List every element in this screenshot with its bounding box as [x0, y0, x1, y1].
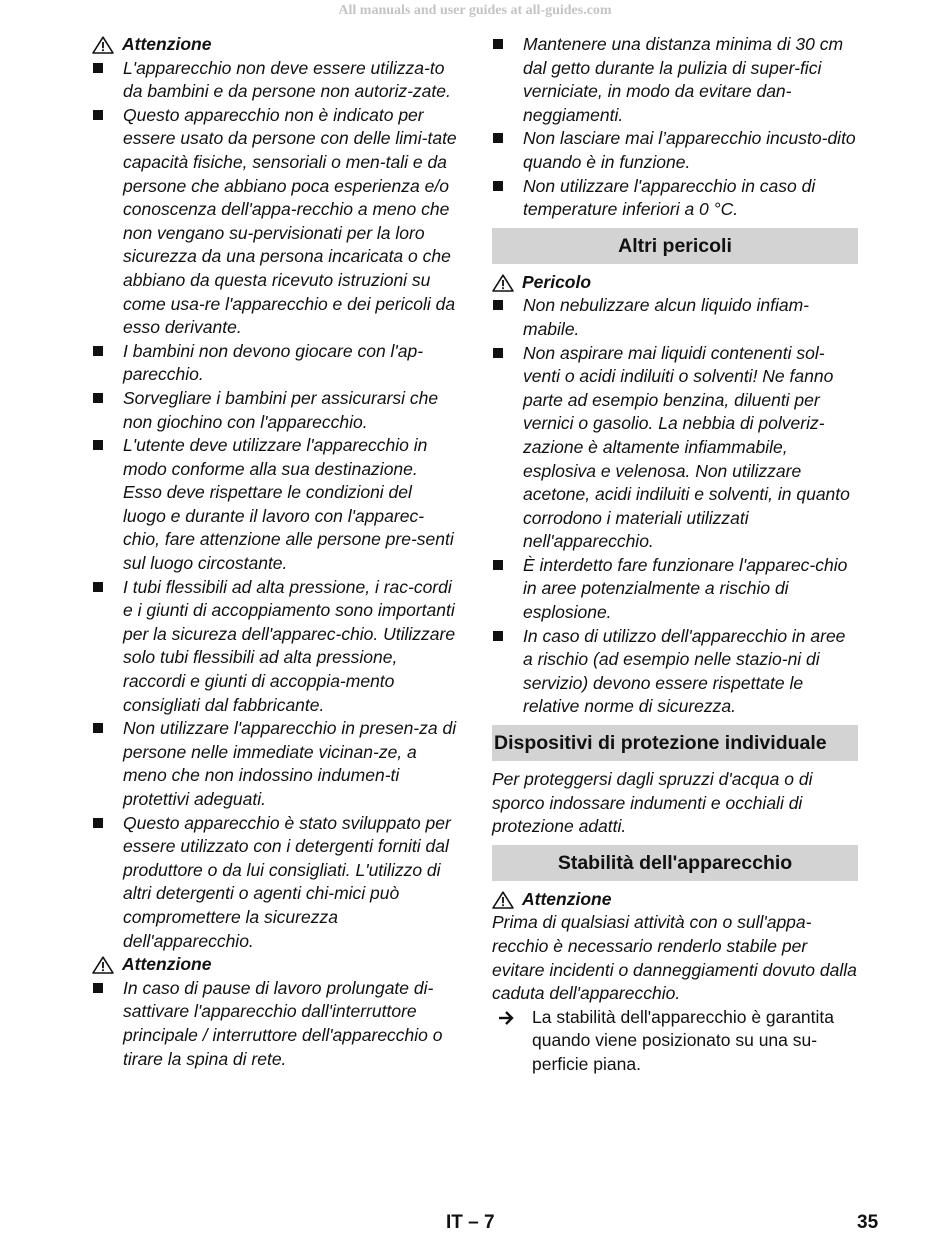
list-item [92, 576, 458, 718]
square-bullet-icon [93, 723, 103, 733]
warning-block-3 [492, 888, 858, 912]
warning-triangle-icon [492, 891, 514, 909]
warning-triangle-icon [92, 956, 114, 974]
list-item [92, 387, 458, 434]
warning-label: Attenzione [122, 34, 212, 54]
list-item [492, 625, 858, 719]
square-bullet-icon [93, 983, 103, 993]
watermark: All manuals and user guides at all-guides.com [338, 3, 612, 18]
list-item-text: Mantenere una distanza minima di 30 cm dal getto durante la pulizia di super-fici verniciate, in modo da evitare dan-neggiamenti. [523, 34, 844, 125]
list-item-text: Questo apparecchio è stato sviluppato per essere utilizzato con i detergenti forniti dal produttore o da lui consigliati. L'utilizzo di altri detergenti o agenti chi-mici può compromettere la sicurezza dell'apparecchio. [123, 812, 451, 951]
left-column [92, 33, 458, 1071]
square-bullet-icon [493, 560, 503, 570]
danger-label: Pericolo [522, 271, 592, 292]
warning-label: Attenzione [122, 954, 212, 975]
list-item-text: Questo apparecchio non è indicato per essere usato da persone con delle limi-tate capacità fisiche, sensoriali o men-tali e da persone che abbiano poca esperienza e/o conoscenza dell'appa-recchio a meno che non vengano su-pervisionati per la loro sicurezza da una persona incaricata o che abbiano da questa ricevuto istruzioni su come usa-re l'apparecchio e dei pericoli da esso derivante. [123, 104, 457, 338]
protection-paragraph: Per proteggersi dagli spruzzi d'acqua o di sporco indossare indumenti e occhiali di protezione adatti. [492, 769, 813, 837]
bullet-list-2 [92, 977, 458, 1071]
section-code: IT – 7 [446, 1212, 495, 1233]
list-item [92, 104, 458, 340]
result-item [492, 1006, 858, 1077]
bullet-list-4 [492, 294, 858, 719]
square-bullet-icon [93, 818, 103, 828]
square-bullet-icon [93, 63, 103, 73]
list-item-text: È interdetto fare funzionare l'apparec-chio in aree potenzialmente a rischio di esplosione. [523, 554, 848, 623]
square-bullet-icon [93, 582, 103, 592]
section-heading-dispositivi: Dispositivi di protezione individuale [492, 725, 858, 761]
list-item-text: Non utilizzare l'apparecchio in caso di temperature inferiori a 0 °C. [523, 175, 816, 220]
list-item [92, 340, 458, 387]
warning-triangle-icon [492, 274, 514, 292]
square-bullet-icon [493, 631, 503, 641]
square-bullet-icon [493, 133, 503, 143]
list-item-text: Non utilizzare l'apparecchio in presen-za di persone nelle immediate vicinan-ze, a meno che non indossino indumen-ti protettivi adeguati. [123, 718, 457, 809]
list-item-text: Non lasciare mai l’apparecchio incusto-dito quando è in funzione. [523, 128, 856, 172]
list-item [92, 57, 458, 104]
warning-triangle-icon [92, 36, 114, 54]
list-item-text: Non aspirare mai liquidi contenenti sol-venti o acidi indiluiti o solventi! Ne fanno parte ad esempio benzina, diluenti per vernici o gasolio. La nebbia di polveriz-zazione è altamente infiammabile, esplosiva e velenosa. Non utilizzare acetone, acidi indiluiti e solventi, in quanto corrodono i materiali utilizzati nell'apparecchio. [523, 342, 850, 552]
list-item [492, 175, 858, 222]
list-item [92, 977, 458, 1071]
result-text: La stabilità dell'apparecchio è garantita quando viene posizionato su una su-perficie piana. [532, 1006, 835, 1074]
list-item-text: L'apparecchio non deve essere utilizza-to da bambini e da persone non autoriz-zate. [123, 57, 451, 102]
list-item-text: I tubi flessibili ad alta pressione, i rac-cordi e i giunti di accoppiamento sono importanti per la sicureza dell'apparec-chio. Utilizzare solo tubi flessibili ad alta pressione, raccordi e giunti di accoppia-mento consigliati dal fabbricante. [123, 576, 456, 715]
square-bullet-icon [493, 181, 503, 191]
list-item-text: Sorvegliare i bambini per assicurarsi che non giochino con l'apparecchio. [123, 387, 439, 432]
square-bullet-icon [93, 110, 103, 120]
arrow-right-icon [492, 1007, 522, 1029]
page-number: 35 [857, 1212, 879, 1233]
list-item [92, 434, 458, 576]
section-heading-altri-pericoli: Altri pericoli [492, 228, 858, 264]
list-item-text: In caso di pause di lavoro prolungate di-sattivare l'apparecchio dall'interruttore principale / interruttore dell'apparecchio o tirare la spina di rete. [123, 977, 443, 1069]
square-bullet-icon [493, 348, 503, 358]
bullet-list-3 [492, 33, 858, 222]
square-bullet-icon [93, 440, 103, 450]
square-bullet-icon [493, 300, 503, 310]
right-column [492, 33, 858, 1077]
list-item [492, 554, 858, 625]
list-item [92, 812, 458, 954]
list-item-text: L'utente deve utilizzare l'apparecchio in modo conforme alla sua destinazione. Esso deve rispettare le condizioni del luogo e durante il lavoro con l'apparec-chio, fare attenzione alle persone pre-senti sul luogo circostante. [123, 435, 454, 574]
square-bullet-icon [93, 393, 103, 403]
list-item [492, 342, 858, 554]
list-item [492, 294, 858, 341]
list-item-text: I bambini non devono giocare con l'ap-parecchio. [123, 340, 424, 385]
warning-block-1 [92, 33, 458, 57]
warning-block-2 [92, 953, 458, 977]
square-bullet-icon [493, 39, 503, 49]
list-item [92, 717, 458, 811]
list-item-text: In caso di utilizzo dell'apparecchio in aree a rischio (ad esempio nelle stazio-ni di servizio) devono essere rispettate le relative norme di sicurezza. [523, 625, 846, 717]
stability-paragraph: Prima di qualsiasi attività con o sull'appa-recchio è necessario renderlo stabile per evitare incidenti o danneggiamenti dovuto dalla caduta dell'apparecchio. [492, 912, 857, 1004]
list-item [492, 33, 858, 127]
bullet-list-1 [92, 57, 458, 954]
square-bullet-icon [93, 346, 103, 356]
warning-label: Attenzione [522, 888, 612, 909]
list-item [492, 127, 858, 174]
section-heading-stabilita: Stabilità dell'apparecchio [492, 845, 858, 881]
danger-block [492, 271, 858, 295]
list-item-text: Non nebulizzare alcun liquido infiam-mabile. [523, 295, 809, 339]
